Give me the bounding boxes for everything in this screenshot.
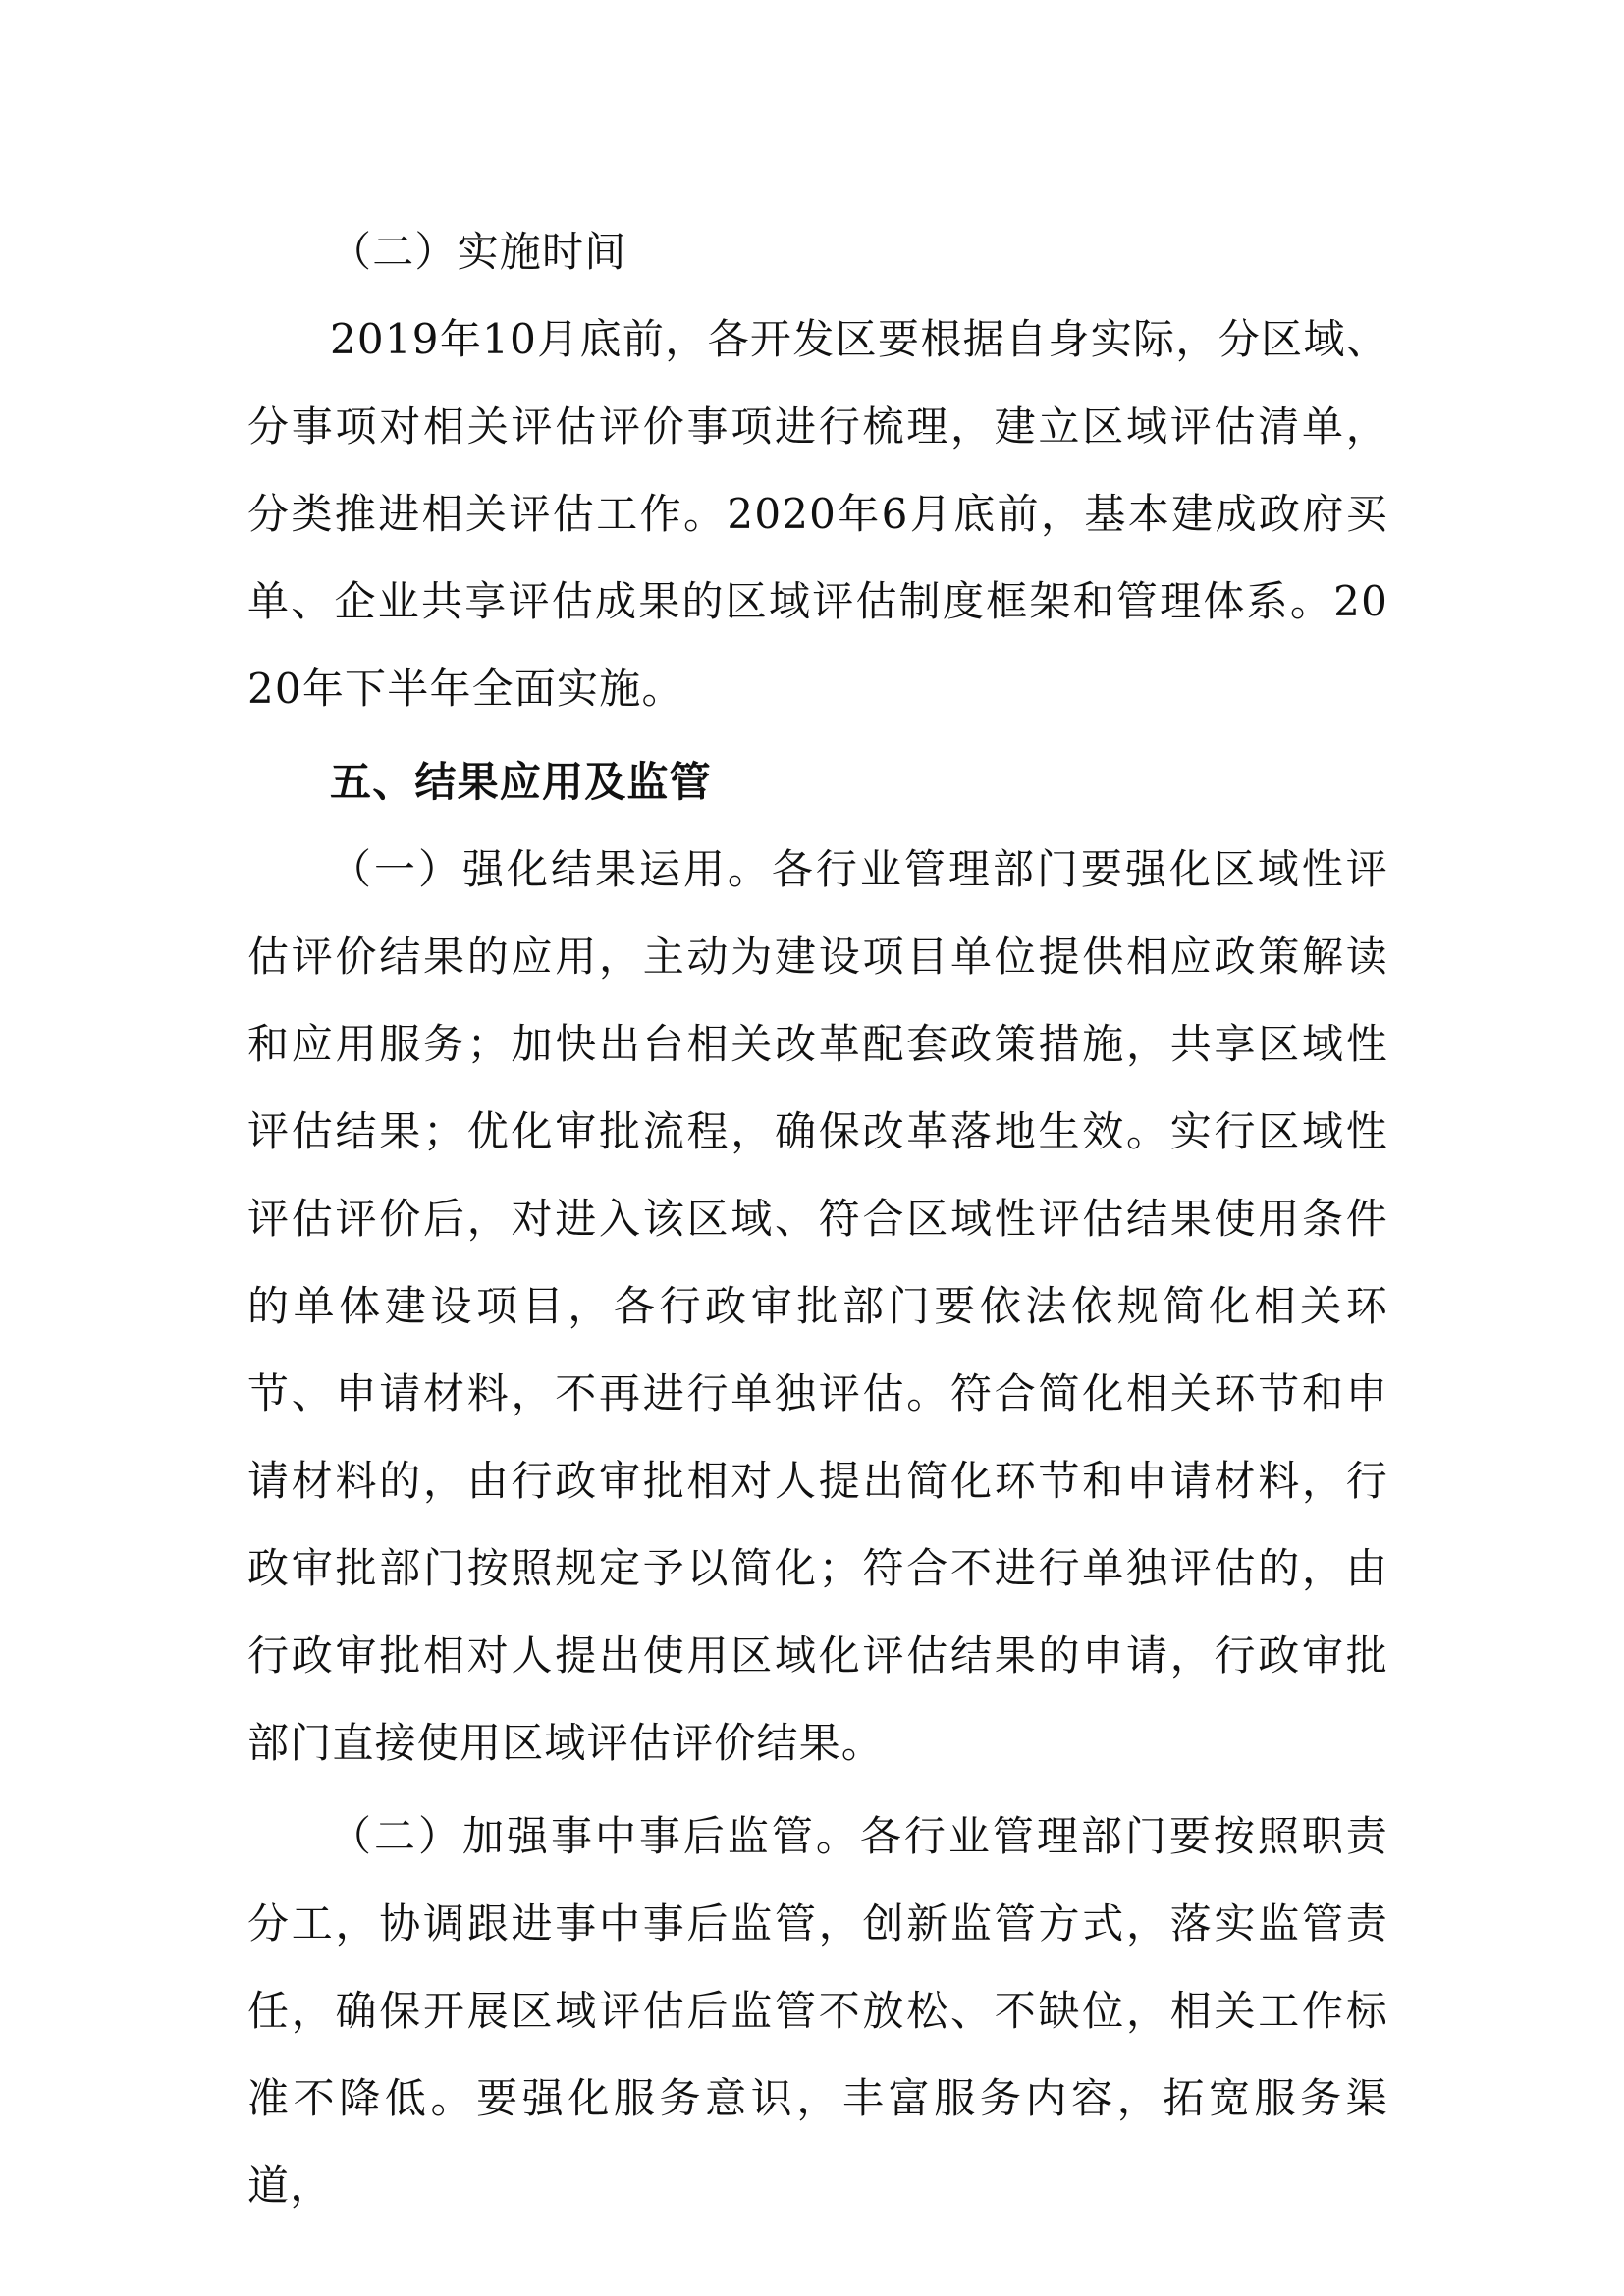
paragraph-implementation-time: 2019年10月底前，各开发区要根据自身实际，分区域、分事项对相关评估评价事项进行梳理，建立区域评估清单，分类推进相关评估工作。2020年6月底前，基本建成政府买单、企业共享评估成果的区域评估制度框架和管理体系。2020年下半年全面实施。 <box>247 315 1388 713</box>
sub-heading-implementation-time: （二）实施时间 <box>330 228 627 276</box>
section-heading-results-supervision: 五、结果应用及监管 <box>330 758 712 806</box>
paragraph-strengthen-supervision: （二）加强事中事后监管。各行业管理部门要按照职责分工，协调跟进事中事后监管，创新监管方式，落实监管责任，确保开展区域评估后监管不放松、不缺位，相关工作标准不降低。要强化服务意识，丰富服务内容，拓宽服务渠道， <box>247 1812 1388 2210</box>
document-body <box>247 208 1388 2229</box>
paragraph-strengthen-results: （一）强化结果运用。各行业管理部门要强化区域性评估评价结果的应用，主动为建设项目单位提供相应政策解读和应用服务；加快出台相关改革配套政策措施，共享区域性评估结果；优化审批流程，确保改革落地生效。实行区域性评估评价后，对进入该区域、符合区域性评估结果使用条件的单体建设项目，各行政审批部门要依法依规简化相关环节、申请材料，不再进行单独评估。符合简化相关环节和申请材料的，由行政审批相对人提出简化环节和申请材料，行政审批部门按照规定予以简化；符合不进行单独评估的，由行政审批相对人提出使用区域化评估结果的申请，行政审批部门直接使用区域评估评价结果。 <box>247 845 1388 1767</box>
